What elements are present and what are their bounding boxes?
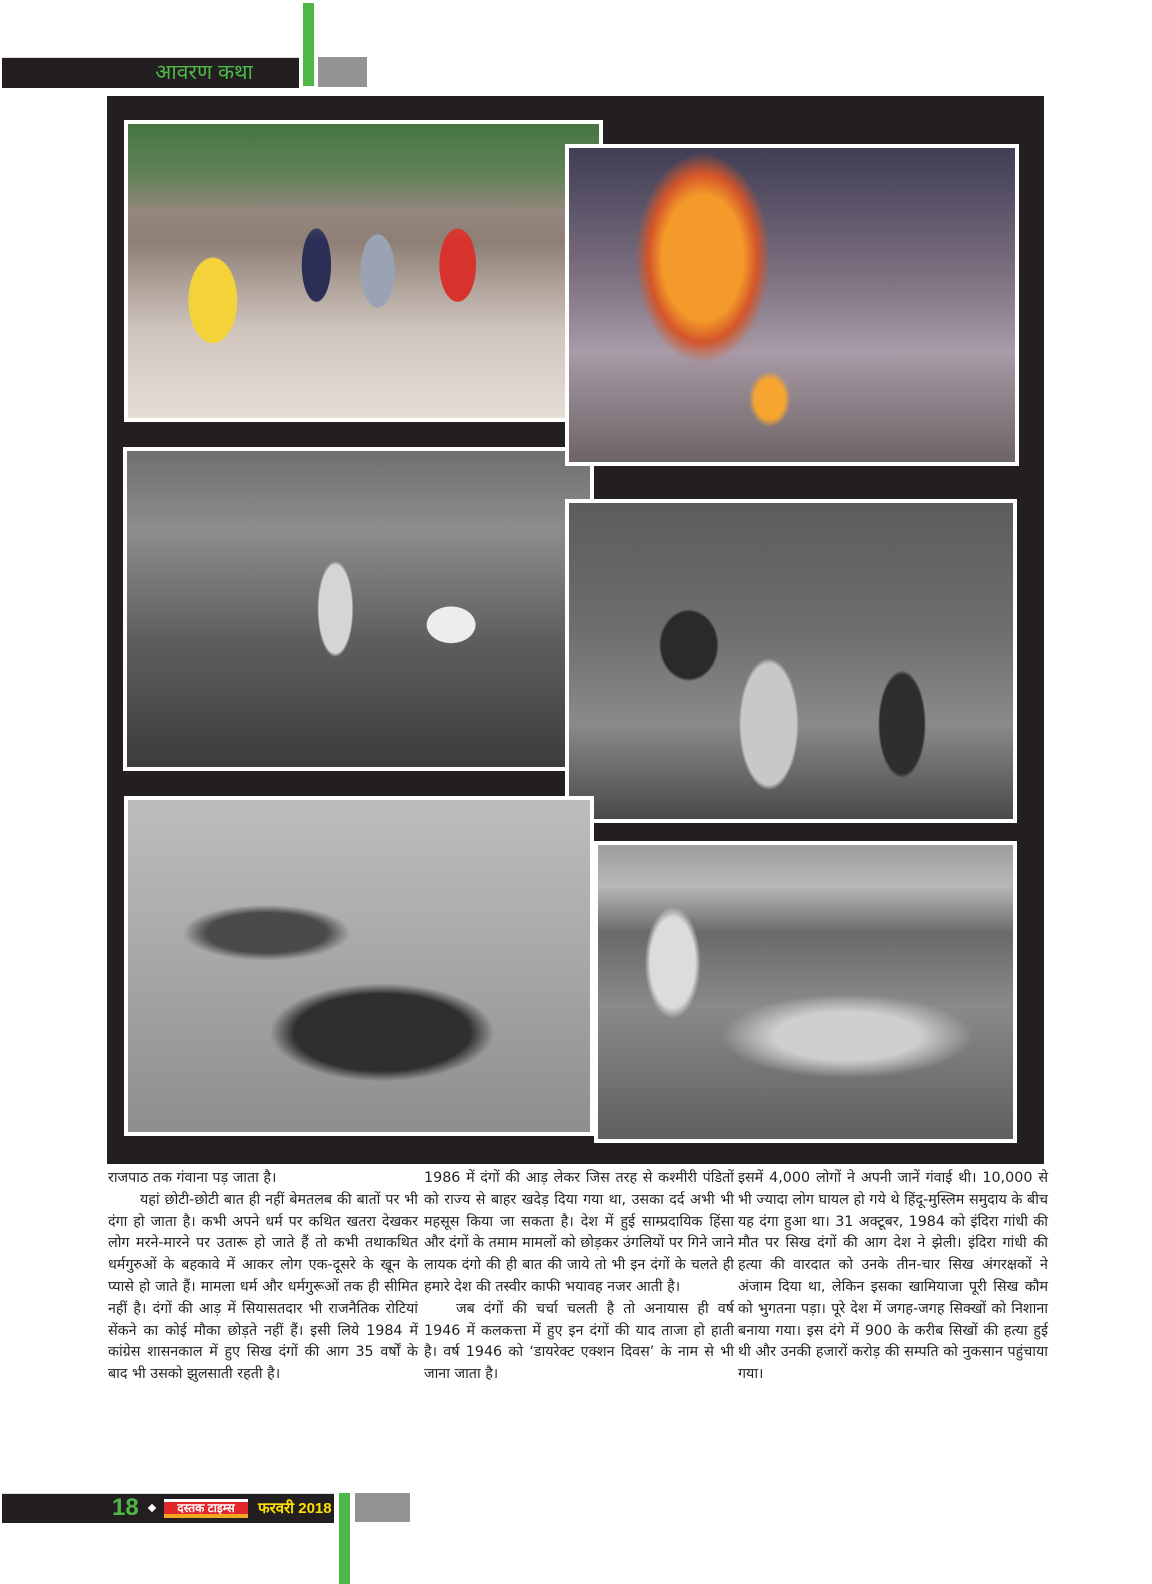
bullet-diamond-icon [148, 1504, 156, 1512]
header-green-accent [303, 3, 314, 86]
magazine-logo: दस्तक टाइम्स [164, 1499, 248, 1518]
article-column-1 [108, 1168, 418, 1386]
grieving-man-photo [565, 499, 1017, 823]
section-title: आवरण कथा [155, 61, 253, 84]
header-gray-block [318, 57, 367, 87]
burning-buildings-photo [565, 144, 1019, 466]
issue-date: फरवरी 2018 [258, 1500, 332, 1517]
article-paragraph: राजपाठ तक गंवाना पड़ जाता है। [108, 1170, 277, 1186]
article-paragraph: 1986 में दंगों की आड़ लेकर जिस तरह से कश्मीरी पंडितों को राज्य से बाहर खदेड़ दिया गया था, उसका दर्द अभी भी महसूस किया जा सकता है। देश में हुई साम्प्रदायिक हिंसा और दंगों के तमाम मामलों को छोड़कर उंगलियों पर गिने जाने लायक दंगो की ही बात की जाये तो भी इन दंगों के चलते ही हमारे देश की तस्वीर काफी भयावह नजर आती है। [424, 1170, 734, 1295]
article-paragraph: जब दंगों की चर्चा चलती है तो अनायास ही वर्ष 1946 में कलकत्ता में हुए इन दंगों की याद ताजा हो हाती है। वर्ष 1946 को ‘डायरेक्ट एक्शन दिवस’ के नाम से भी जाना जाता है। [424, 1300, 734, 1383]
article-paragraph: यहां छोटी-छोटी बात ही नहीं बेमतलब की बातों पर भी दंगा हो जाता है। कभी अपने धर्म पर कथित खतरा देखकर लोग मरने-मारने पर उतारू हो जाते हैं तो कभी तथाकथित धर्मगुरुओं के बहकावे में आकर लोग एक-दूसरे के खून के प्यासे हो जाते हैं। मामला धर्म और धर्मगुरूओं तक ही सीमित नहीं है। दंगों की आड़ में सियासतदार भी राजनैतिक रोटियां सेंकने का कोई मौका छोड़ते नहीं हैं। इसी लिये 1984 में कांग्रेस शासनकाल में हुए सिख दंगों की आग 35 वर्षों के बाद भी उसको झुलसाती रहती है। [108, 1191, 418, 1383]
refugee-camp-photo [594, 841, 1017, 1143]
riot-crowd-street-photo [124, 120, 603, 422]
article-paragraph: इसमें 4,000 लोगों ने अपनी जानें गंवाई थी। 10,000 से भी ज्यादा लोग घायल हो गये थे हिंदू-मुस्लिम समुदाय के बीच यह दंगा हुआ था। 31 अक्टूबर, 1984 को इंदिरा गांधी की मौत पर सिख दंगों की आग देश ने झेली। इंदिरा गांधी की हत्या की वारदात को उनके तीन-चार सिख अंगरक्षकों ने अंजाम दिया था, लेकिन इसका खामियाजा पूरी सिख कौम को भुगतना पड़ा। पूरे देश में जगह-जगह सिक्खों को निशाना बनाया गया। इस दंगे में 900 के करीब सिखों की हत्या हुई थी और उनकी हजारों करोड़ की सम्पति को नुकसान पहुंचाया गया। [738, 1170, 1048, 1383]
sikh-men-debris-photo [123, 447, 594, 771]
photo-collage-panel [107, 96, 1044, 1164]
footer-bar [2, 1493, 334, 1523]
bodies-in-water-photo [124, 796, 594, 1136]
section-header-bar [2, 57, 299, 88]
footer-green-accent [339, 1493, 350, 1584]
article-column-2 [424, 1168, 734, 1386]
page-number: 18 [112, 1494, 139, 1521]
footer-gray-block [355, 1493, 410, 1522]
article-column-3 [738, 1168, 1048, 1386]
